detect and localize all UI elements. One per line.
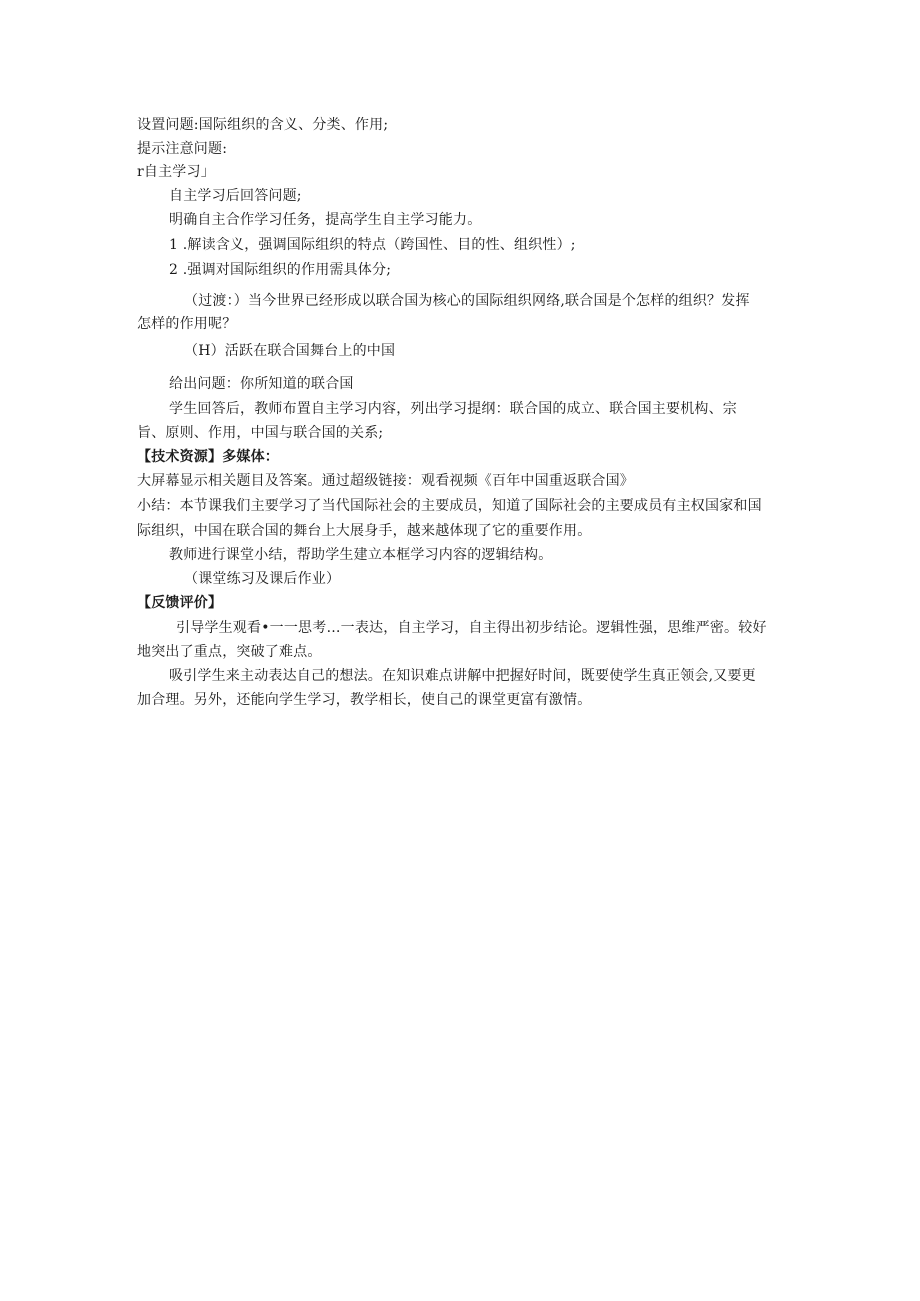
text-line-answer: 自主学习后回答问题;	[169, 188, 302, 204]
text-line-teacher-summary: 教师进行课堂小结，帮助学生建立本框学习内容的逻辑结构。	[169, 547, 553, 563]
section-heading-tech-resources: 【技术资源】多媒体：	[137, 449, 279, 465]
text-line-student-answer-cont: 旨、原则、作用，中国与联合国的关系;	[137, 425, 384, 441]
section-heading-self-study: r自主学习」	[137, 164, 215, 180]
text-line-give-question: 给出问题：你所知道的联合国	[169, 376, 354, 392]
text-line-student-answer: 学生回答后，教师布置自主学习内容，列出学习提纲：联合国的成立、联合国主要机构、宗	[169, 401, 737, 417]
text-line-transition-cont: 怎样的作用呢？	[137, 316, 237, 332]
text-line-question-setup: 设置问题:国际组织的含义、分类、作用;	[137, 117, 389, 133]
text-line-feedback-1: 引导学生观看•一一思考…一表达，自主学习，自主得出初步结论。逻辑性强，思维严密。较好	[176, 620, 767, 636]
text-line-hint: 提示注意问题:	[137, 141, 228, 157]
section-heading-feedback: 【反馈评价】	[137, 595, 223, 611]
text-line-summary: 小结：本节课我们主要学习了当代国际社会的主要成员，知道了国际社会的主要成员有主权国家和国	[137, 498, 762, 514]
section-heading-china-un: （H）活跃在联合国舞台上的中国	[184, 343, 396, 359]
text-line-summary-cont: 际组织，中国在联合国的舞台上大展身手，越来越体现了它的重要作用。	[137, 523, 592, 539]
text-line-task: 明确自主合作学习任务，提高学生自主学习能力。	[169, 212, 482, 228]
text-line-feedback-2: 吸引学生来主动表达自己的想法。在知识难点讲解中把握好时间，既要使学生真正领会,又要更	[169, 668, 756, 684]
text-line-screen: 大屏幕显示相关题目及答案。通过超级链接：观看视频《百年中国重返联合国》	[137, 473, 634, 489]
text-line-feedback-1-cont: 地突出了重点，突破了难点。	[137, 644, 322, 660]
text-line-feedback-2-cont: 加合理。另外，还能向学生学习，教学相长，使自己的课堂更富有激情。	[137, 692, 592, 708]
text-line-homework: （课堂练习及课后作业）	[184, 571, 341, 587]
list-item-1: 1 .解读含义，强调国际组织的特点（跨国性、目的性、组织性）;	[169, 237, 576, 253]
list-item-2: 2 .强调对国际组织的作用需具体分;	[169, 262, 392, 278]
text-line-transition: （过渡：）当今世界已经形成以联合国为核心的国际组织网络,联合国是个怎样的组织？发挥	[184, 293, 750, 309]
